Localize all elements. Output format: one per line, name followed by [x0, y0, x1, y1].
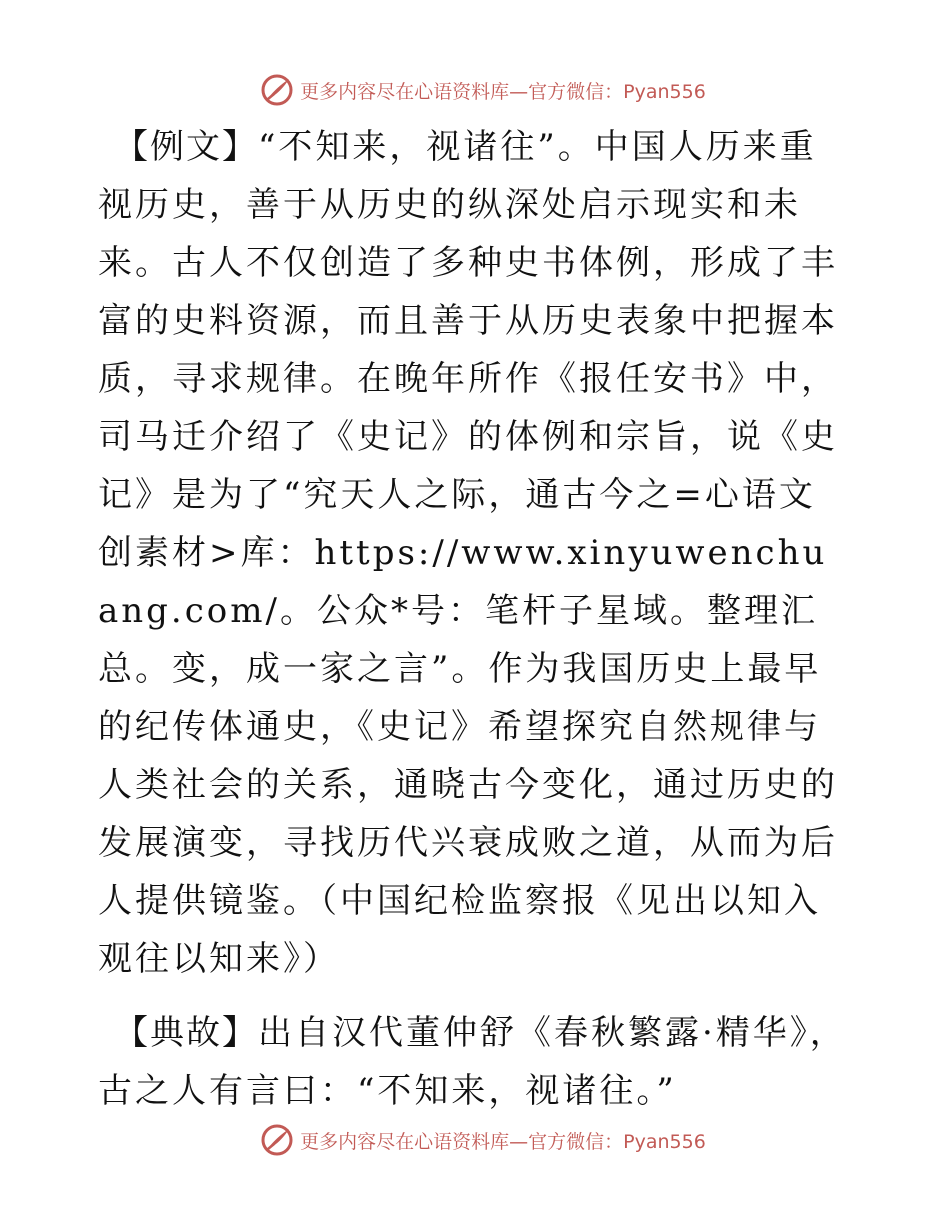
article-body [98, 118, 850, 1120]
quill-logo-icon [260, 73, 294, 107]
allusion-paragraph [98, 1004, 850, 1120]
example-paragraph [98, 118, 850, 988]
footer-banner [0, 1120, 950, 1160]
quill-logo-icon [260, 1123, 294, 1157]
example-text: “不知来，视诸往”。中国人历来重视历史，善于从历史的纵深处启示现实和未来。古人不仅创造了多种史书体例，形成了丰富的史料资源，而且善于从历史表象中把握本质，寻求规律。在晚年所作《报任安书》中，司马迁介绍了《史记》的体例和宗旨，说《史记》是为了“究天人之际，通古今之=心语文创素材>库：https://www.xinyuwenchuang.com/。公众*号：笔杆子星域。整理汇总。变，成一家之言”。作为我国历史上最早的纪传体通史，《史记》希望探究自然规律与人类社会的关系，通晓古今变化，通过历史的发展演变，寻找历代兴衰成败之道，从而为后人提供镜鉴。（中国纪检监察报《见出以知入 观往以知来》） [98, 127, 838, 979]
allusion-tag: 【典故】 [114, 1013, 258, 1053]
allusion-text: 出自汉代董仲舒《春秋繁露·精华》，古之人有言曰：“不知来，视诸往。” [98, 1013, 847, 1111]
example-tag: 【例文】 [114, 127, 258, 167]
header-banner [0, 70, 950, 110]
footer-banner-text: 更多内容尽在心语资料库—官方微信：Pyan556 [300, 1130, 706, 1153]
header-banner-text: 更多内容尽在心语资料库—官方微信：Pyan556 [300, 80, 706, 103]
